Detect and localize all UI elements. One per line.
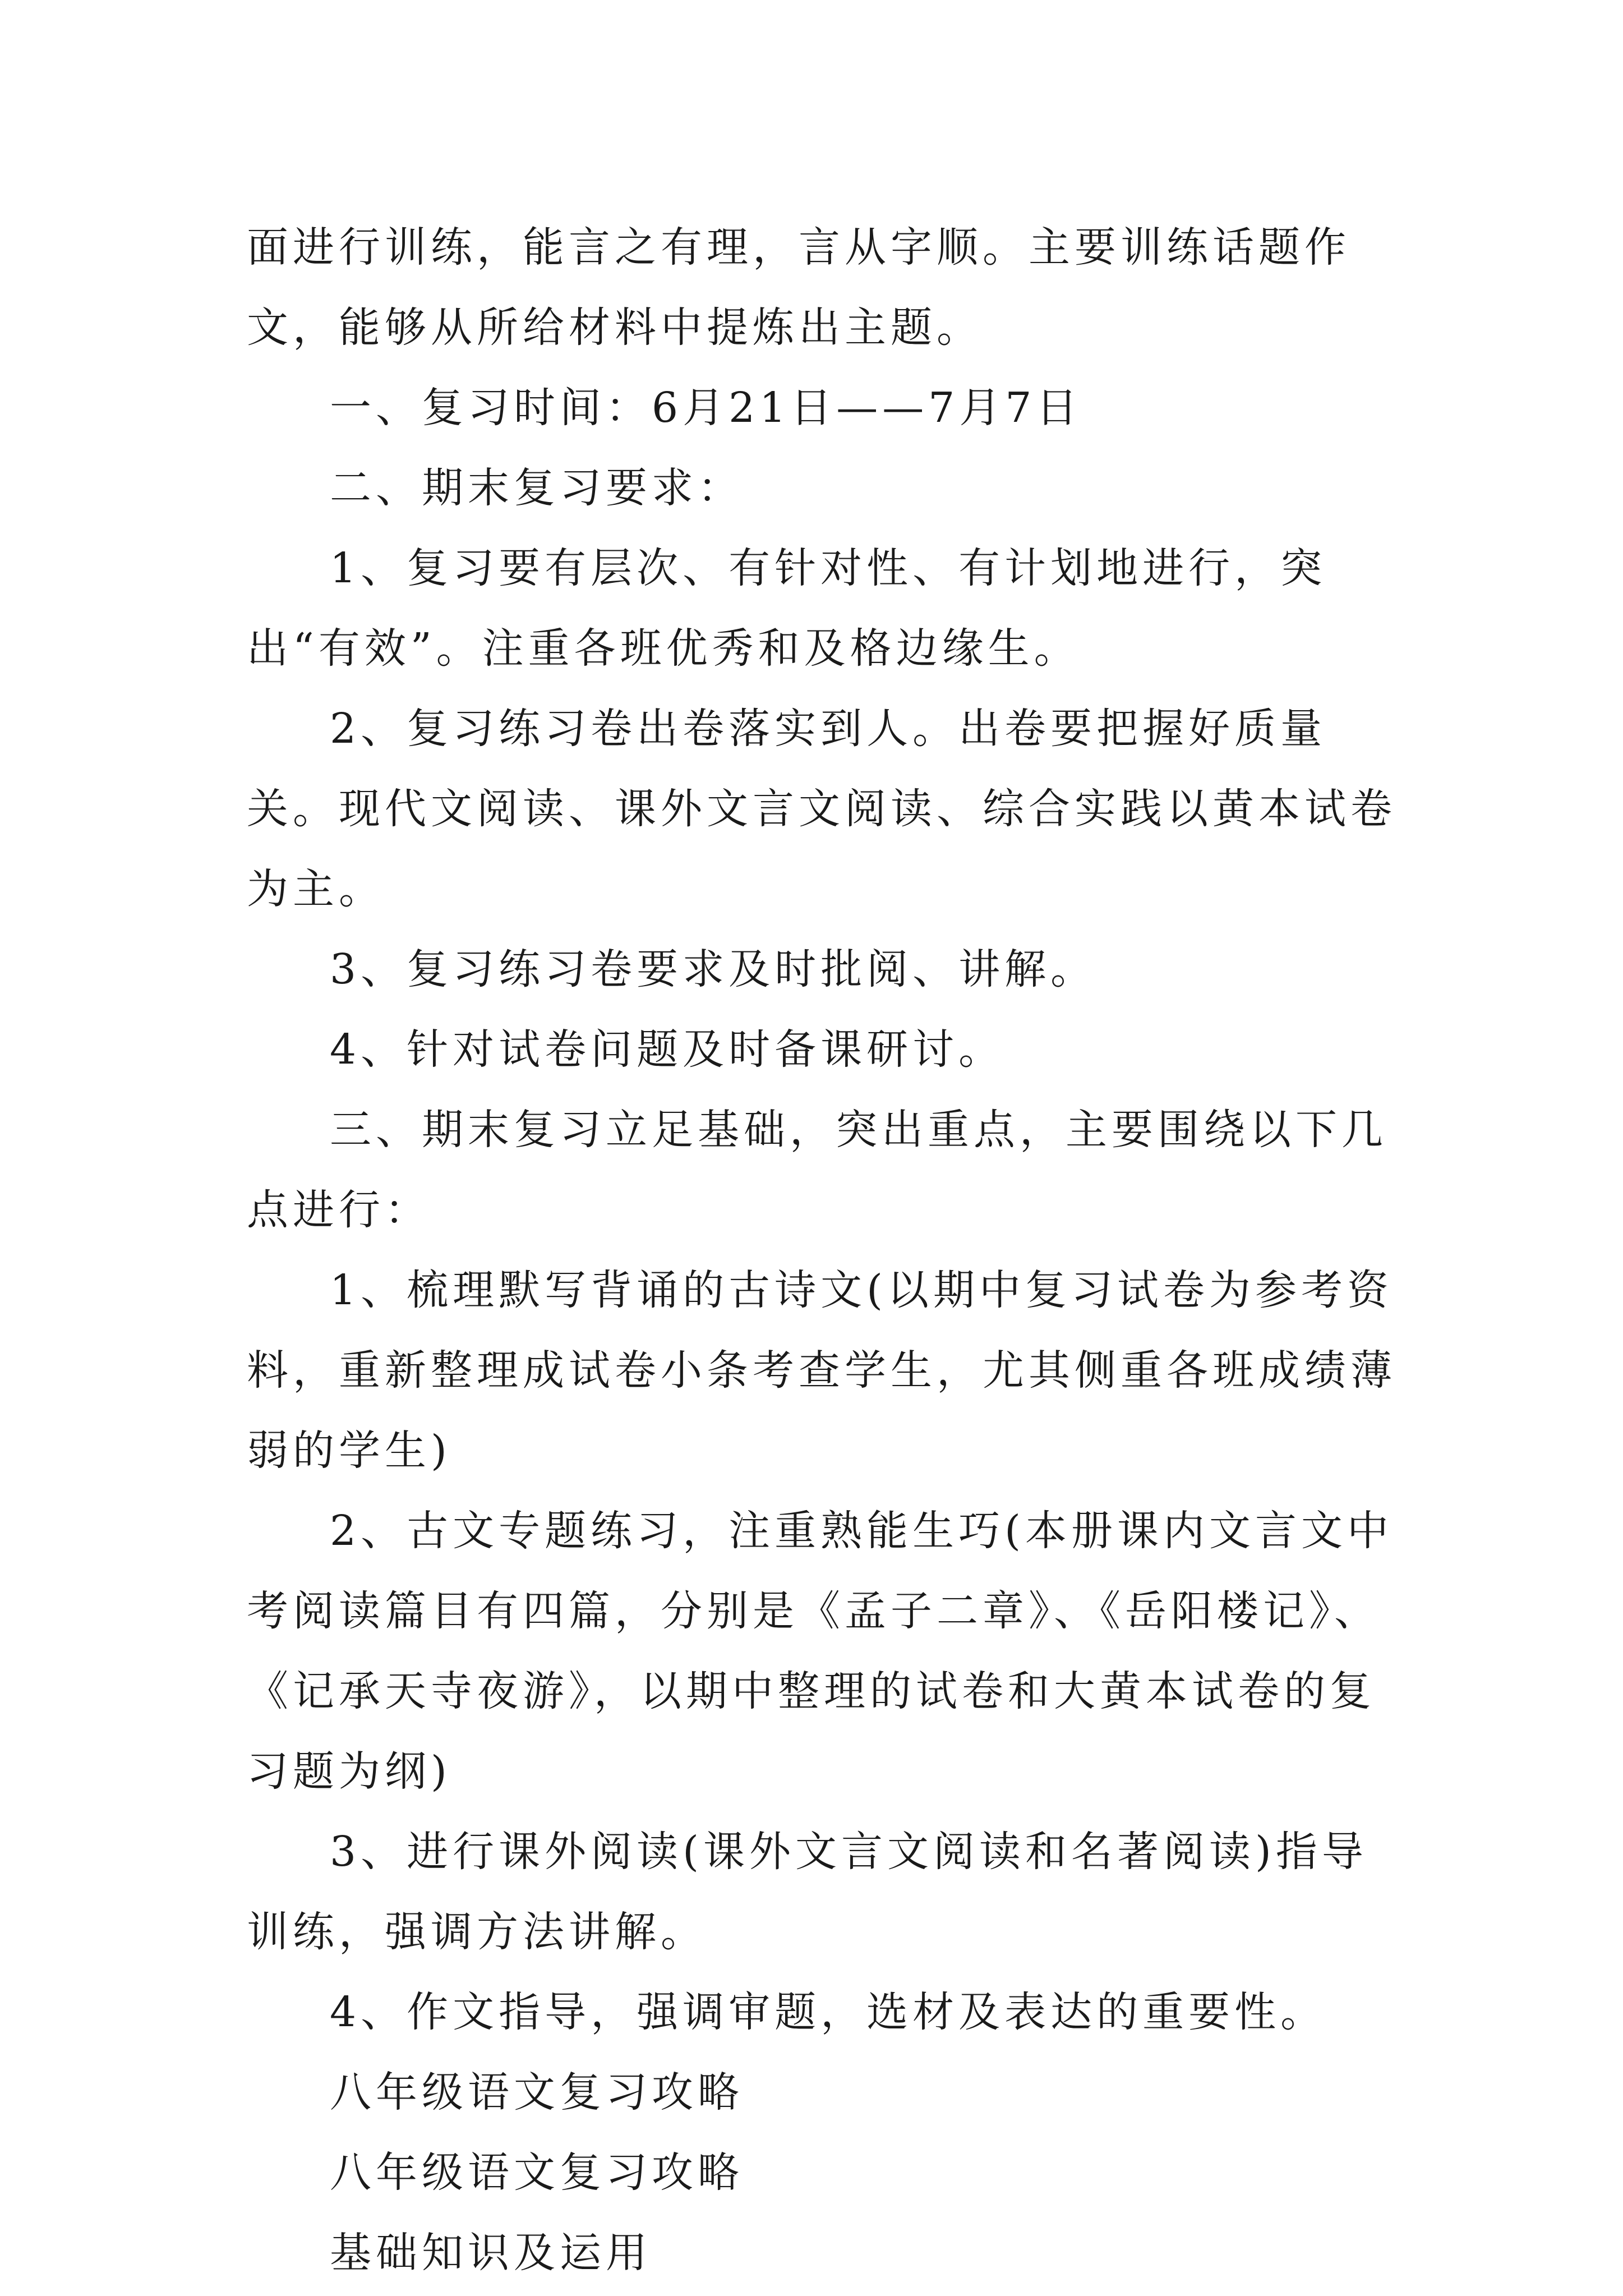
requirement-item-4: 4、针对试卷问题及时备课研讨。 [330, 1025, 1005, 1074]
document-body [247, 208, 1402, 2293]
paragraph-review-time: 一、复习时间：6月21日——7月7日 [330, 384, 1082, 432]
focus-item-4: 4、作文指导，强调审题，选材及表达的重要性。 [330, 1988, 1327, 2036]
requirement-item-3: 3、复习练习卷要求及时批阅、讲解。 [330, 945, 1097, 993]
paragraph-continuation: 面进行训练，能言之有理，言从字顺。主要训练话题作文，能够从所给材料中提炼出主题。 [247, 223, 1350, 352]
section-title-repeat: 八年级语文复习攻略 [330, 2148, 744, 2197]
requirement-item-2: 2、复习练习卷出卷落实到人。出卷要把握好质量关。现代文阅读、课外文言文阅读、综合实践以黄本试卷为主。 [247, 705, 1396, 913]
heading-review-focus: 三、期末复习立足基础，突出重点，主要围绕以下几点进行： [247, 1106, 1387, 1234]
focus-item-1: 1、梳理默写背诵的古诗文(以期中复习试卷为参考资料，重新整理成试卷小条考查学生，尤其侧重各班成绩薄弱的学生) [247, 1266, 1396, 1475]
focus-item-3: 3、进行课外阅读(课外文言文阅读和名著阅读)指导训练，强调方法讲解。 [247, 1828, 1368, 1956]
subsection-title: 基础知识及运用 [330, 2229, 652, 2277]
section-title: 八年级语文复习攻略 [330, 2068, 744, 2116]
focus-item-2: 2、古文专题练习，注重熟能生巧(本册课内文言文中考阅读篇目有四篇，分别是《孟子二章》、《岳阳楼记》、《记承天寺夜游》，以期中整理的试卷和大黄本试卷的复习题为纲) [247, 1507, 1393, 1796]
heading-review-requirements: 二、期末复习要求： [330, 464, 744, 512]
requirement-item-1: 1、复习要有层次、有针对性、有计划地进行，突出“有效”。注重各班优秀和及格边缘生。 [247, 544, 1327, 673]
